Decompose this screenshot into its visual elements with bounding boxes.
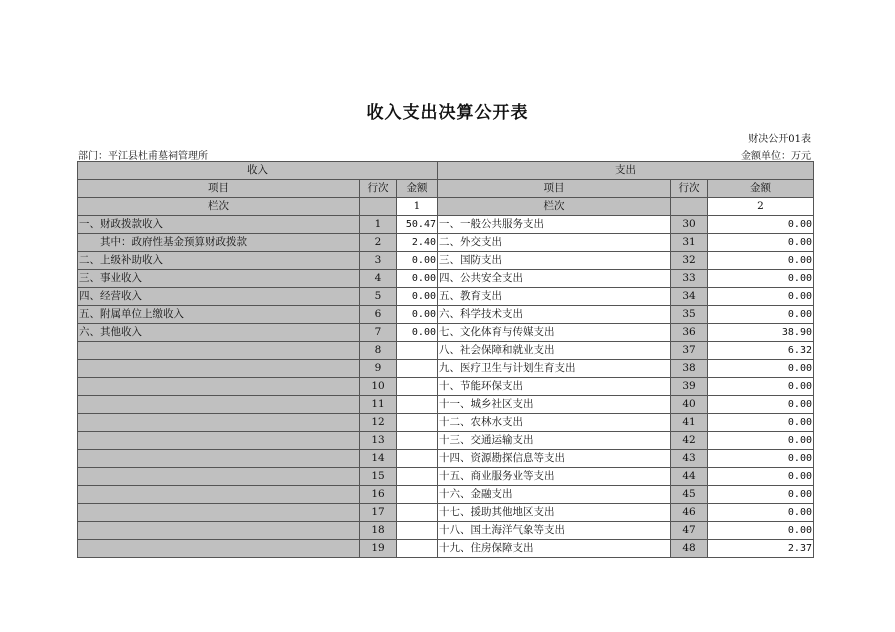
expense-amount-cell: 0.00 [708,270,814,288]
income-row-no-cell: 17 [360,504,397,522]
expense-amount-cell: 0.00 [708,306,814,324]
income-amount-cell: 2.40 [397,234,438,252]
expense-row-no-cell: 35 [671,306,708,324]
expense-row-no-cell: 48 [671,540,708,558]
income-row-no-cell: 16 [360,486,397,504]
income-row-no-cell: 12 [360,414,397,432]
table-row [78,450,814,468]
table-row [78,504,814,522]
expense-amount-cell: 0.00 [708,432,814,450]
expense-row-no-cell: 41 [671,414,708,432]
table-row [78,522,814,540]
table-row [78,468,814,486]
page-title: 收入支出决算公开表 [366,103,529,123]
expense-amount-cell: 0.00 [708,216,814,234]
expense-amount-cell: 0.00 [708,522,814,540]
income-item-cell [78,450,360,468]
expense-row-no-cell: 37 [671,342,708,360]
income-row-no-cell: 7 [360,324,397,342]
table-row [78,432,814,450]
expense-amount-cell: 0.00 [708,504,814,522]
income-row-no-cell: 11 [360,396,397,414]
expense-row-no-cell: 44 [671,468,708,486]
expense-amount-cell: 0.00 [708,378,814,396]
expense-row-no-cell: 38 [671,360,708,378]
expense-item-cell: 十四、资源勘探信息等支出 [438,450,671,468]
expense-amount-cell: 0.00 [708,450,814,468]
income-amount-header: 金额 [397,180,438,198]
income-column-no: 1 [397,198,438,216]
income-amount-cell [397,450,438,468]
income-item-cell: 一、财政拨款收入 [78,216,360,234]
income-amount-cell [397,342,438,360]
income-amount-cell [397,540,438,558]
expense-row-no-header: 行次 [671,180,708,198]
table-row [78,324,814,342]
income-amount-cell: 0.00 [397,324,438,342]
expense-item-cell: 十三、交通运输支出 [438,432,671,450]
income-item-cell: 其中：政府性基金预算财政拨款 [78,234,360,252]
unit-label: 金额单位：万元 [741,151,811,162]
table-row [78,378,814,396]
expense-item-cell: 一、一般公共服务支出 [438,216,671,234]
income-row-no-cell: 6 [360,306,397,324]
income-item-cell: 五、附属单位上缴收入 [78,306,360,324]
income-row-no-header: 行次 [360,180,397,198]
expense-item-cell: 八、社会保障和就业支出 [438,342,671,360]
income-item-cell [78,396,360,414]
income-row-no-cell: 3 [360,252,397,270]
expense-item-cell: 十五、商业服务业等支出 [438,468,671,486]
expense-row-no-cell: 40 [671,396,708,414]
expense-item-cell: 三、国防支出 [438,252,671,270]
expense-item-cell: 十、节能环保支出 [438,378,671,396]
income-item-cell [78,486,360,504]
income-row-no-cell: 8 [360,342,397,360]
income-item-cell: 六、其他收入 [78,324,360,342]
expense-row-no-cell: 36 [671,324,708,342]
income-amount-cell [397,432,438,450]
expense-row-no-cell: 47 [671,522,708,540]
table-row [78,288,814,306]
income-amount-cell [397,486,438,504]
table-row [78,342,814,360]
expense-amount-cell: 0.00 [708,360,814,378]
table-row [78,396,814,414]
expense-item-cell: 七、文化体育与传媒支出 [438,324,671,342]
income-row-no-cell: 18 [360,522,397,540]
expense-item-cell: 十七、援助其他地区支出 [438,504,671,522]
income-item-cell: 四、经营收入 [78,288,360,306]
income-item-cell [78,342,360,360]
income-row-no-cell: 15 [360,468,397,486]
income-item-cell: 三、事业收入 [78,270,360,288]
expense-item-cell: 二、外交支出 [438,234,671,252]
income-item-header: 项目 [78,180,360,198]
expense-item-cell: 九、医疗卫生与计划生育支出 [438,360,671,378]
expense-item-cell: 六、科学技术支出 [438,306,671,324]
expense-amount-cell: 0.00 [708,396,814,414]
expense-header: 支出 [438,162,814,180]
income-amount-cell [397,522,438,540]
table-row [78,540,814,558]
expense-amount-header: 金额 [708,180,814,198]
table-row [78,270,814,288]
expense-column-no-label: 栏次 [438,198,671,216]
income-row-no-cell: 5 [360,288,397,306]
income-item-cell [78,540,360,558]
expense-amount-cell: 0.00 [708,414,814,432]
income-column-no-label: 栏次 [78,198,360,216]
income-row-no-cell: 1 [360,216,397,234]
expense-amount-cell: 2.37 [708,540,814,558]
expense-amount-cell: 6.32 [708,342,814,360]
expense-row-no-cell: 39 [671,378,708,396]
table-row [78,234,814,252]
income-row-no-cell: 2 [360,234,397,252]
expense-amount-cell: 0.00 [708,486,814,504]
income-row-no-cell: 19 [360,540,397,558]
income-amount-cell [397,378,438,396]
income-item-cell [78,432,360,450]
table-row [78,252,814,270]
expense-item-cell: 十二、农林水支出 [438,414,671,432]
table-row [78,486,814,504]
income-amount-cell: 0.00 [397,252,438,270]
expense-row-no-cell: 42 [671,432,708,450]
expense-item-header: 项目 [438,180,671,198]
expense-amount-cell: 0.00 [708,252,814,270]
expense-row-no-cell: 43 [671,450,708,468]
income-column-blank [360,198,397,216]
table-row [78,216,814,234]
expense-item-cell: 十八、国土海洋气象等支出 [438,522,671,540]
table-row [78,360,814,378]
expense-amount-cell: 0.00 [708,288,814,306]
income-amount-cell [397,504,438,522]
expense-row-no-cell: 34 [671,288,708,306]
income-item-cell: 二、上级补助收入 [78,252,360,270]
income-expense-table [77,161,814,558]
income-row-no-cell: 10 [360,378,397,396]
expense-row-no-cell: 30 [671,216,708,234]
expense-item-cell: 四、公共安全支出 [438,270,671,288]
expense-item-cell: 十六、金融支出 [438,486,671,504]
income-amount-cell: 0.00 [397,288,438,306]
income-row-no-cell: 14 [360,450,397,468]
income-header: 收入 [78,162,438,180]
income-amount-cell: 50.47 [397,216,438,234]
expense-row-no-cell: 32 [671,252,708,270]
expense-row-no-cell: 46 [671,504,708,522]
income-row-no-cell: 13 [360,432,397,450]
income-item-cell [78,414,360,432]
income-item-cell [78,468,360,486]
expense-amount-cell: 0.00 [708,468,814,486]
expense-item-cell: 十一、城乡社区支出 [438,396,671,414]
expense-row-no-cell: 45 [671,486,708,504]
expense-column-no: 2 [708,198,814,216]
expense-item-cell: 十九、住房保障支出 [438,540,671,558]
form-number: 财决公开01表 [748,134,811,145]
table-row [78,306,814,324]
table-row [78,414,814,432]
expense-row-no-cell: 31 [671,234,708,252]
income-amount-cell [397,414,438,432]
expense-item-cell: 五、教育支出 [438,288,671,306]
income-amount-cell [397,396,438,414]
income-amount-cell: 0.00 [397,270,438,288]
income-amount-cell [397,360,438,378]
income-row-no-cell: 4 [360,270,397,288]
income-row-no-cell: 9 [360,360,397,378]
income-item-cell [78,378,360,396]
department-label: 部门：平江县杜甫墓祠管理所 [78,151,208,162]
expense-column-blank [671,198,708,216]
income-item-cell [78,504,360,522]
income-item-cell [78,360,360,378]
income-amount-cell [397,468,438,486]
expense-amount-cell: 38.90 [708,324,814,342]
expense-row-no-cell: 33 [671,270,708,288]
expense-amount-cell: 0.00 [708,234,814,252]
income-item-cell [78,522,360,540]
income-amount-cell: 0.00 [397,306,438,324]
